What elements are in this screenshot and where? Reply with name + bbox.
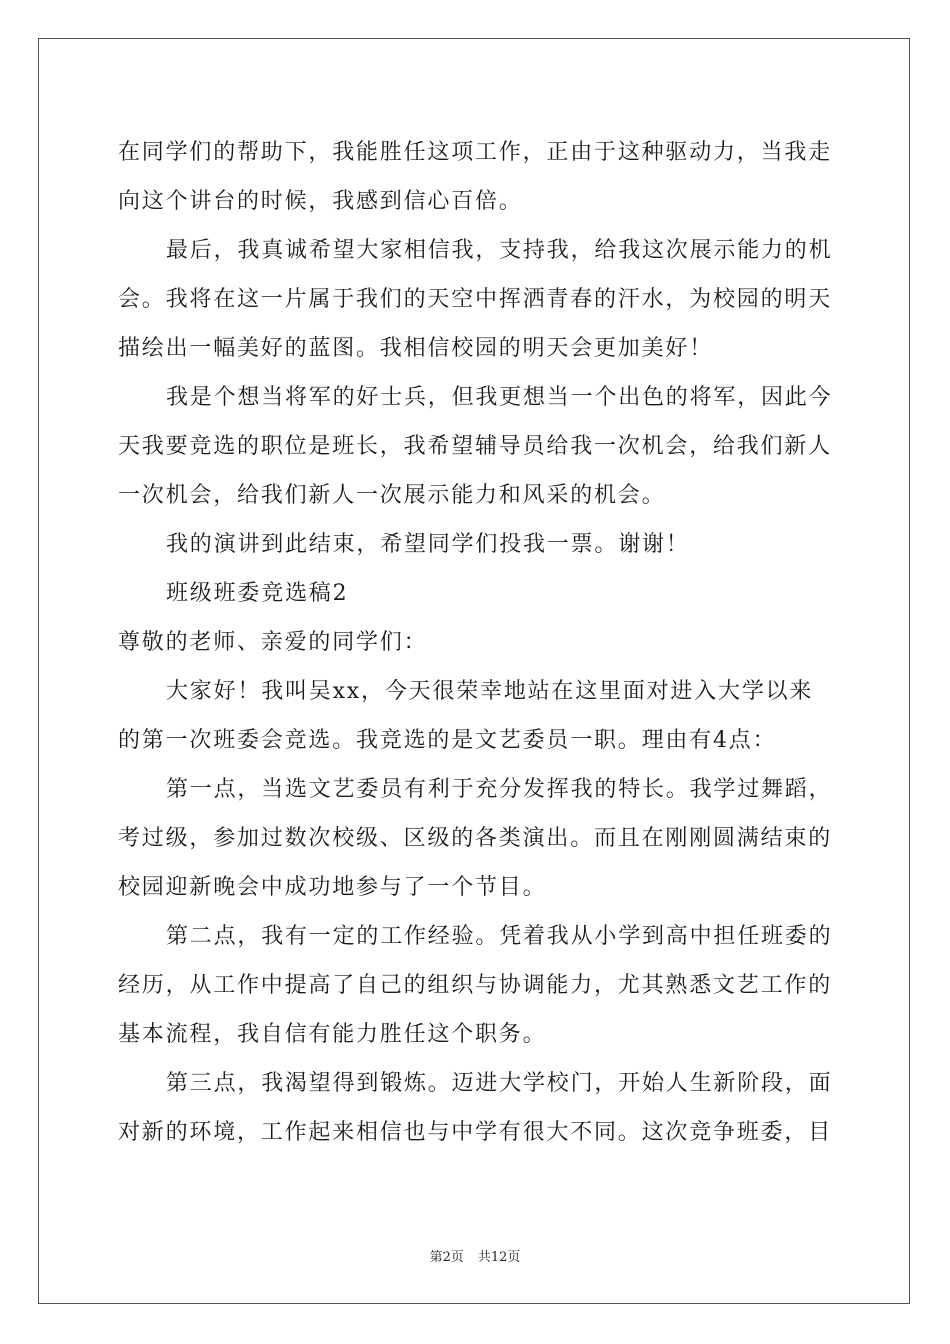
- page-number: 第2页: [429, 1250, 464, 1265]
- text-line-18: 经历，从工作中提高了自己的组织与协调能力，尤其熟悉文艺工作的: [118, 973, 832, 998]
- text-line-3: 最后，我真诚希望大家相信我，支持我，给我这次展示能力的机: [166, 238, 832, 263]
- text-line-21: 对新的环境，工作起来相信也与中学有很大不同。这次竞争班委，目: [118, 1120, 832, 1145]
- section-heading: 班级班委竞选稿2: [166, 581, 349, 606]
- text-line-14: 第一点，当选文艺委员有利于充分发挥我的特长。我学过舞蹈，: [166, 777, 832, 802]
- text-line-7: 天我要竞选的职位是班长，我希望辅导员给我一次机会，给我们新人: [118, 434, 832, 459]
- page-total: 共12页: [477, 1250, 521, 1265]
- page-footer: [0, 1246, 950, 1265]
- text-line-17: 第二点，我有一定的工作经验。凭着我从小学到高中担任班委的: [166, 924, 832, 949]
- text-line-16: 校园迎新晚会中成功地参与了一个节目。: [118, 875, 547, 900]
- text-line-19: 基本流程，我自信有能力胜任这个职务。: [118, 1022, 547, 1047]
- text-line-5: 描绘出一幅美好的蓝图。我相信校园的明天会更加美好！: [118, 336, 714, 361]
- text-line-4: 会。我将在这一片属于我们的天空中挥洒青春的汗水，为校园的明天: [118, 287, 832, 312]
- text-line-6: 我是个想当将军的好士兵，但我更想当一个出色的将军，因此今: [166, 385, 832, 410]
- text-line-2: 向这个讲台的时候，我感到信心百倍。: [118, 189, 523, 214]
- text-line-12: 大家好！我叫吴xx，今天很荣幸地站在这里面对进入大学以来: [166, 679, 814, 704]
- text-line-15: 考过级，参加过数次校级、区级的各类演出。而且在刚刚圆满结束的: [118, 826, 832, 851]
- text-line-8: 一次机会，给我们新人一次展示能力和风采的机会。: [118, 483, 666, 508]
- text-line-13: 的第一次班委会竞选。我竞选的是文艺委员一职。理由有4点：: [118, 728, 777, 753]
- salutation: 尊敬的老师、亲爱的同学们：: [118, 630, 428, 655]
- text-line-1: 在同学们的帮助下，我能胜任这项工作，正由于这种驱动力，当我走: [118, 140, 832, 165]
- document-body: [118, 128, 832, 1157]
- text-line-9: 我的演讲到此结束，希望同学们投我一票。谢谢！: [166, 532, 690, 557]
- text-line-20: 第三点，我渴望得到锻炼。迈进大学校门，开始人生新阶段，面: [166, 1071, 832, 1096]
